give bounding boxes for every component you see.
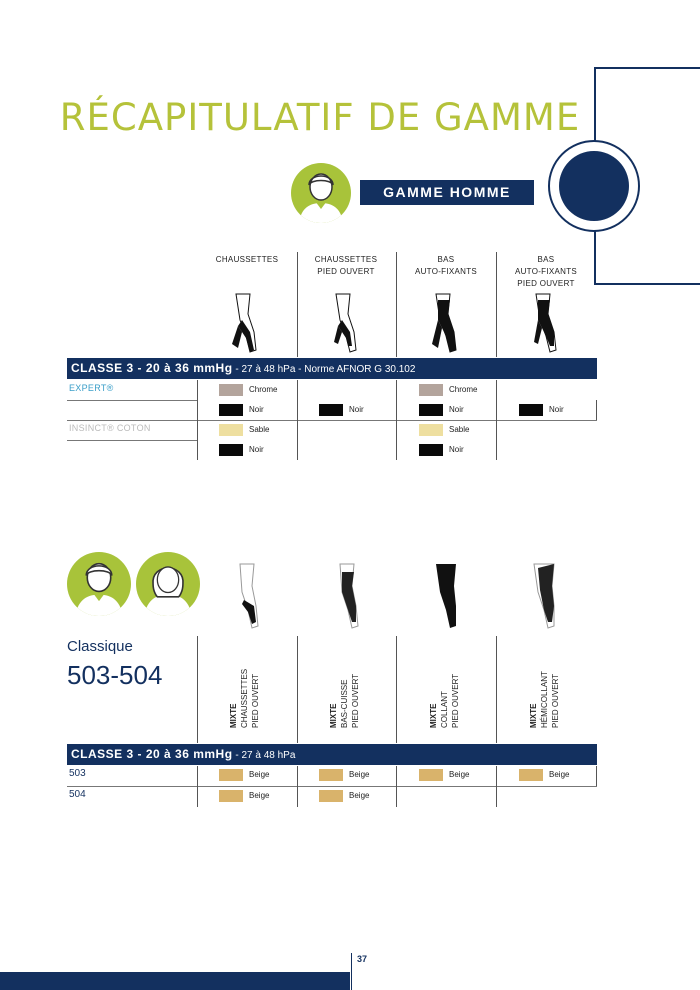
color-label: Beige [349, 791, 370, 800]
man-avatar-icon [291, 163, 351, 223]
color-label: Noir [249, 405, 264, 414]
color-swatch [419, 424, 443, 436]
class-bar-bold: CLASSE 3 - 20 à 36 mmHg [71, 747, 233, 761]
color-swatch [219, 404, 243, 416]
decorative-ring [548, 140, 640, 232]
color-swatch [219, 444, 243, 456]
gamme-homme-label: GAMME HOMME [360, 180, 534, 205]
range-label: Classique [67, 638, 133, 655]
color-label: Noir [349, 405, 364, 414]
color-label: Noir [449, 445, 464, 454]
vertical-header-line: BAS-CUISSE [340, 679, 349, 728]
vertical-header-line: HÉMICOLLANT [540, 671, 549, 728]
column-divider [596, 400, 597, 420]
color-swatch [419, 404, 443, 416]
color-label: Beige [249, 791, 270, 800]
footer-divider [351, 953, 352, 990]
color-label: Beige [449, 770, 470, 779]
vertical-header-line: MIXTE [429, 703, 438, 728]
woman-avatar-icon [136, 552, 200, 616]
vertical-header-line: PIED OUVERT [251, 673, 260, 728]
color-swatch [319, 404, 343, 416]
leg-stocking-icon [332, 562, 366, 632]
color-label: Noir [549, 405, 564, 414]
column-divider [297, 766, 298, 807]
column-divider [396, 766, 397, 807]
product-name: EXPERT® [69, 383, 114, 393]
column-divider [496, 380, 497, 460]
column-divider [197, 380, 198, 460]
color-label: Beige [249, 770, 270, 779]
row-divider [67, 440, 197, 441]
product-code: 503 [69, 768, 86, 779]
color-swatch [319, 790, 343, 802]
color-swatch [419, 444, 443, 456]
product-code: 504 [69, 789, 86, 800]
vertical-header-line: PIED OUVERT [351, 673, 360, 728]
color-label: Beige [549, 770, 570, 779]
column-divider [297, 380, 298, 460]
color-label: Chrome [449, 385, 478, 394]
leg-tights-icon [430, 562, 464, 632]
column-divider [396, 636, 397, 743]
vertical-header-line: CHAUSSETTES [240, 668, 249, 728]
leg-stocking-icon [528, 292, 564, 356]
class-bar-bold: CLASSE 3 - 20 à 36 mmHg [71, 361, 233, 375]
column-header: BAS AUTO-FIXANTS PIED OUVERT [514, 255, 578, 288]
column-divider [496, 766, 497, 807]
leg-sock-icon [228, 292, 264, 356]
column-divider [396, 252, 397, 357]
column-divider [496, 636, 497, 743]
product-name: INSINCT® COTON [69, 423, 151, 433]
vertical-header-line: PIED OUVERT [451, 673, 460, 728]
column-divider [297, 252, 298, 357]
color-label: Chrome [249, 385, 278, 394]
color-label: Sable [449, 425, 470, 434]
color-label: Noir [249, 445, 264, 454]
man-avatar-icon [67, 552, 131, 616]
column-divider [596, 766, 597, 786]
row-divider [67, 420, 597, 421]
range-code: 503-504 [67, 660, 163, 690]
vertical-header-line: COLLANT [440, 691, 449, 728]
footer-bar [0, 972, 350, 990]
vertical-header-line: MIXTE [229, 703, 238, 728]
color-label: Noir [449, 405, 464, 414]
column-header: CHAUSSETTES PIED OUVERT [314, 255, 378, 276]
color-swatch [519, 769, 543, 781]
column-divider [197, 636, 198, 743]
vertical-header-line: MIXTE [529, 703, 538, 728]
color-swatch [419, 769, 443, 781]
vertical-header-line: PIED OUVERT [551, 673, 560, 728]
color-swatch [419, 384, 443, 396]
color-swatch [219, 769, 243, 781]
page-number: 37 [357, 954, 368, 964]
color-swatch [219, 790, 243, 802]
column-divider [297, 636, 298, 743]
page-title: RÉCAPITULATIF DE GAMME [59, 96, 581, 139]
column-header: BAS AUTO-FIXANTS [414, 255, 478, 276]
class-bar [67, 744, 597, 765]
vertical-header-line: MIXTE [329, 703, 338, 728]
color-swatch [219, 424, 243, 436]
row-divider [67, 400, 197, 401]
column-divider [496, 252, 497, 357]
color-label: Sable [249, 425, 270, 434]
column-header: CHAUSSETTES [215, 255, 279, 264]
class-bar [67, 358, 597, 379]
row-divider [67, 786, 597, 787]
class-bar-detail: - 27 à 48 hPa [232, 750, 296, 761]
class-bar-detail: - 27 à 48 hPa - Norme AFNOR G 30.102 [232, 364, 416, 375]
color-swatch [519, 404, 543, 416]
leg-sock-icon [328, 292, 364, 356]
column-divider [396, 380, 397, 460]
column-divider [197, 766, 198, 807]
leg-sock-icon [232, 562, 266, 632]
color-label: Beige [349, 770, 370, 779]
color-swatch [219, 384, 243, 396]
leg-stocking-icon [428, 292, 464, 356]
leg-hemitights-icon [528, 562, 562, 632]
color-swatch [319, 769, 343, 781]
